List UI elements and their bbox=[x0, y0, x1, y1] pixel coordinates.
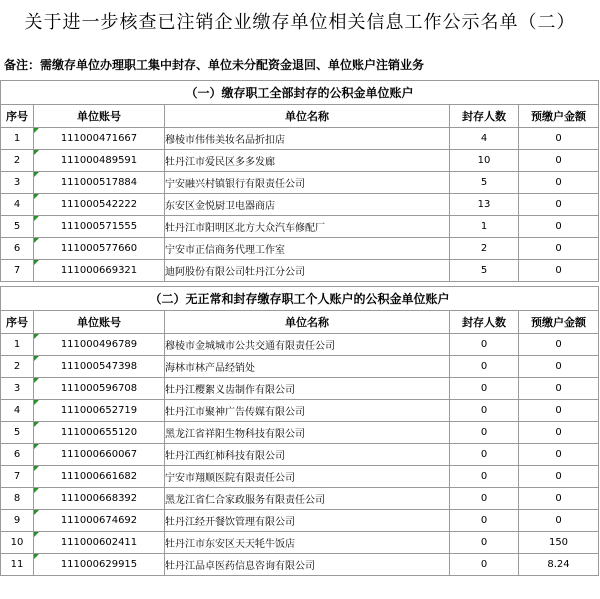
remark-note: 备注：需缴存单位办理职工集中封存、单位未分配资金退回、单位账户注销业务 bbox=[4, 58, 425, 72]
row-name: 牡丹江品卓医药信息咨询有限公司 bbox=[165, 554, 450, 576]
row-sealed: 0 bbox=[450, 334, 519, 356]
row-no: 2 bbox=[1, 150, 34, 172]
row-name: 牡丹江市爱民区多多发廊 bbox=[165, 150, 450, 172]
row-amount: 0 bbox=[519, 466, 599, 488]
row-sealed: 13 bbox=[450, 194, 519, 216]
row-no: 3 bbox=[1, 172, 34, 194]
row-amount: 0 bbox=[519, 238, 599, 260]
row-account: 111000496789 bbox=[34, 334, 165, 356]
row-name: 迪阿股份有限公司牡丹江分公司 bbox=[165, 260, 450, 282]
row-amount: 0 bbox=[519, 422, 599, 444]
table-row bbox=[1, 194, 599, 216]
section2-table bbox=[0, 286, 599, 576]
row-name: 穆棱市伟伟美妆名品折扣店 bbox=[165, 128, 450, 150]
header-amount: 预缴户金额 bbox=[519, 311, 599, 334]
row-no: 4 bbox=[1, 194, 34, 216]
table-row bbox=[1, 422, 599, 444]
document-title: 关于进一步核查已注销企业缴存单位相关信息工作公示名单（二） bbox=[24, 12, 576, 33]
row-account: 111000661682 bbox=[34, 466, 165, 488]
row-sealed: 0 bbox=[450, 356, 519, 378]
row-name: 宁安市翔顺医院有限责任公司 bbox=[165, 466, 450, 488]
header-no: 序号 bbox=[1, 105, 34, 128]
row-sealed: 0 bbox=[450, 378, 519, 400]
row-account: 111000602411 bbox=[34, 532, 165, 554]
row-no: 7 bbox=[1, 260, 34, 282]
row-no: 10 bbox=[1, 532, 34, 554]
row-no: 11 bbox=[1, 554, 34, 576]
row-account: 111000655120 bbox=[34, 422, 165, 444]
row-no: 2 bbox=[1, 356, 34, 378]
row-name: 牡丹江樱絮义齿制作有限公司 bbox=[165, 378, 450, 400]
row-sealed: 0 bbox=[450, 422, 519, 444]
row-no: 3 bbox=[1, 378, 34, 400]
row-account: 111000660067 bbox=[34, 444, 165, 466]
section1-title: （一）缴存职工全部封存的公积金单位账户 bbox=[1, 81, 599, 105]
row-amount: 0 bbox=[519, 488, 599, 510]
row-sealed: 1 bbox=[450, 216, 519, 238]
row-sealed: 0 bbox=[450, 400, 519, 422]
row-name: 宁安市正信商务代理工作室 bbox=[165, 238, 450, 260]
row-no: 1 bbox=[1, 334, 34, 356]
row-sealed: 0 bbox=[450, 554, 519, 576]
row-account: 111000669321 bbox=[34, 260, 165, 282]
row-account: 111000571555 bbox=[34, 216, 165, 238]
row-sealed: 0 bbox=[450, 488, 519, 510]
section2-header-row bbox=[1, 311, 599, 334]
row-amount: 8.24 bbox=[519, 554, 599, 576]
row-amount: 150 bbox=[519, 532, 599, 554]
row-account: 111000547398 bbox=[34, 356, 165, 378]
header-no: 序号 bbox=[1, 311, 34, 334]
row-amount: 0 bbox=[519, 510, 599, 532]
row-name: 牡丹江经开餐饮管理有限公司 bbox=[165, 510, 450, 532]
header-amount: 预缴户金额 bbox=[519, 105, 599, 128]
header-name: 单位名称 bbox=[165, 311, 450, 334]
row-account: 111000674692 bbox=[34, 510, 165, 532]
row-amount: 0 bbox=[519, 194, 599, 216]
header-sealed: 封存人数 bbox=[450, 311, 519, 334]
row-amount: 0 bbox=[519, 172, 599, 194]
header-account: 单位账号 bbox=[34, 105, 165, 128]
row-sealed: 2 bbox=[450, 238, 519, 260]
table-row bbox=[1, 172, 599, 194]
row-no: 5 bbox=[1, 216, 34, 238]
row-amount: 0 bbox=[519, 356, 599, 378]
row-amount: 0 bbox=[519, 444, 599, 466]
row-sealed: 0 bbox=[450, 466, 519, 488]
header-name: 单位名称 bbox=[165, 105, 450, 128]
section2-title-row bbox=[1, 287, 599, 311]
table-row bbox=[1, 356, 599, 378]
table-row bbox=[1, 238, 599, 260]
row-name: 海林市林产品经销处 bbox=[165, 356, 450, 378]
section1-title-row bbox=[1, 81, 599, 105]
table-row bbox=[1, 510, 599, 532]
row-amount: 0 bbox=[519, 128, 599, 150]
table-row bbox=[1, 466, 599, 488]
row-name: 牡丹江西红柿科技有限公司 bbox=[165, 444, 450, 466]
row-account: 111000489591 bbox=[34, 150, 165, 172]
table-row bbox=[1, 128, 599, 150]
section1-header-row bbox=[1, 105, 599, 128]
row-sealed: 0 bbox=[450, 532, 519, 554]
header-sealed: 封存人数 bbox=[450, 105, 519, 128]
table-row bbox=[1, 378, 599, 400]
row-name: 宁安融兴村镇银行有限责任公司 bbox=[165, 172, 450, 194]
row-no: 9 bbox=[1, 510, 34, 532]
row-sealed: 0 bbox=[450, 510, 519, 532]
row-no: 5 bbox=[1, 422, 34, 444]
section1-table bbox=[0, 80, 599, 282]
table-row bbox=[1, 334, 599, 356]
table-row bbox=[1, 444, 599, 466]
row-sealed: 0 bbox=[450, 444, 519, 466]
header-account: 单位账号 bbox=[34, 311, 165, 334]
section2-title: （二）无正常和封存缴存职工个人账户的公积金单位账户 bbox=[1, 287, 599, 311]
table-row bbox=[1, 554, 599, 576]
row-no: 6 bbox=[1, 238, 34, 260]
row-amount: 0 bbox=[519, 378, 599, 400]
table-row bbox=[1, 400, 599, 422]
row-account: 111000652719 bbox=[34, 400, 165, 422]
row-account: 111000596708 bbox=[34, 378, 165, 400]
row-amount: 0 bbox=[519, 334, 599, 356]
row-name: 穆棱市金城城市公共交通有限责任公司 bbox=[165, 334, 450, 356]
row-amount: 0 bbox=[519, 400, 599, 422]
row-account: 111000629915 bbox=[34, 554, 165, 576]
row-sealed: 5 bbox=[450, 172, 519, 194]
row-no: 1 bbox=[1, 128, 34, 150]
row-no: 4 bbox=[1, 400, 34, 422]
row-account: 111000471667 bbox=[34, 128, 165, 150]
row-name: 牡丹江市阳明区北方大众汽车修配厂 bbox=[165, 216, 450, 238]
row-amount: 0 bbox=[519, 216, 599, 238]
row-account: 111000668392 bbox=[34, 488, 165, 510]
row-name: 牡丹江市聚神广告传媒有限公司 bbox=[165, 400, 450, 422]
row-name: 牡丹江市东安区天天牦牛饭店 bbox=[165, 532, 450, 554]
table-row bbox=[1, 488, 599, 510]
table-row bbox=[1, 532, 599, 554]
row-sealed: 10 bbox=[450, 150, 519, 172]
row-sealed: 5 bbox=[450, 260, 519, 282]
row-no: 6 bbox=[1, 444, 34, 466]
table-row bbox=[1, 260, 599, 282]
table-row bbox=[1, 216, 599, 238]
row-no: 7 bbox=[1, 466, 34, 488]
row-amount: 0 bbox=[519, 260, 599, 282]
row-name: 东安区金悦厨卫电器商店 bbox=[165, 194, 450, 216]
row-account: 111000542222 bbox=[34, 194, 165, 216]
row-sealed: 4 bbox=[450, 128, 519, 150]
row-name: 黑龙江省仁合家政服务有限责任公司 bbox=[165, 488, 450, 510]
row-account: 111000577660 bbox=[34, 238, 165, 260]
row-no: 8 bbox=[1, 488, 34, 510]
row-account: 111000517884 bbox=[34, 172, 165, 194]
table-row bbox=[1, 150, 599, 172]
row-name: 黑龙江省祥阳生物科技有限公司 bbox=[165, 422, 450, 444]
row-amount: 0 bbox=[519, 150, 599, 172]
